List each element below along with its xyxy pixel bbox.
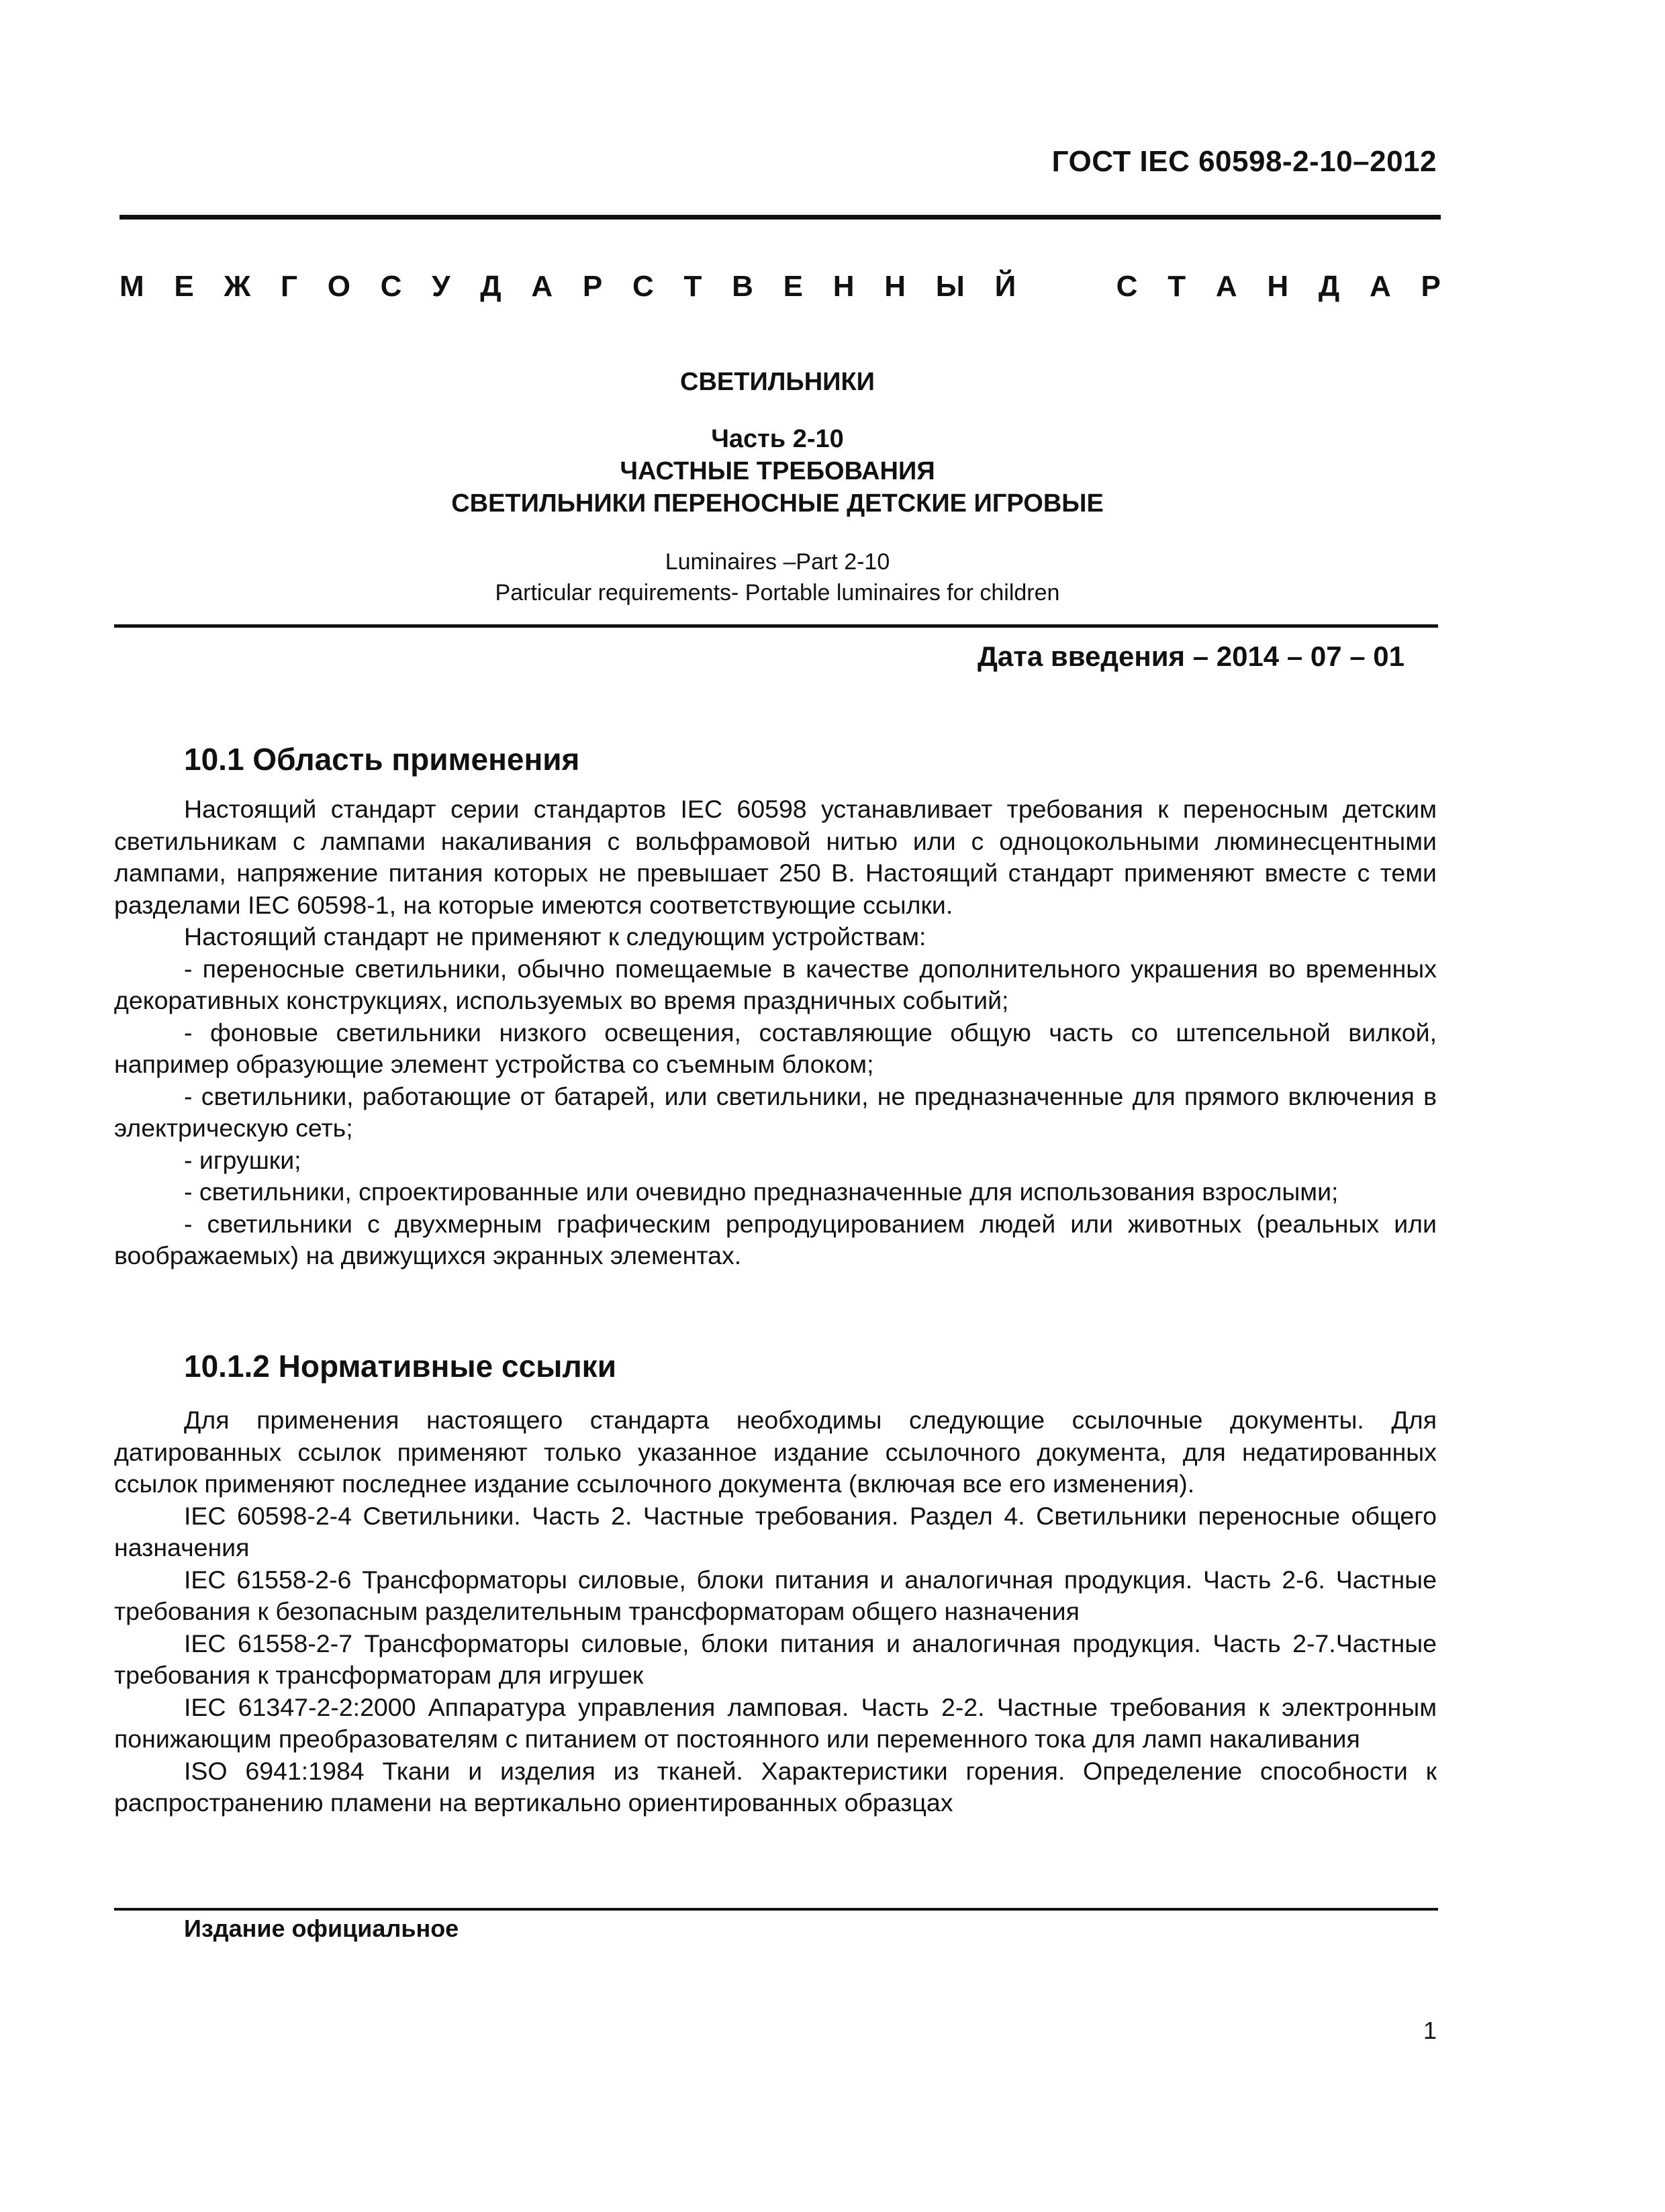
standard-type-letter: Ж — [224, 270, 251, 303]
standard-type-letter: М — [120, 270, 144, 303]
word-gap — [1046, 270, 1086, 303]
reference-item: IEC 61558-2-6 Трансформаторы силовые, блоки питания и аналогичная продукция. Часть 2-6. Частные требования к безопасным разделительным трансформаторам общего назначения — [114, 1565, 1437, 1625]
list-item: - фоновые светильники низкого освещения, составляющие общую часть со штепсельной вилкой, например образующие элемент устройства со съемным блоком; — [114, 1018, 1437, 1078]
section-body — [114, 794, 1437, 1272]
footer-rule — [114, 1908, 1438, 1911]
title-block — [120, 423, 1435, 520]
paragraph: Настоящий стандарт не применяют к следующим устройствам: — [184, 922, 926, 951]
reference-item: ISO 6941:1984 Ткани и изделия из тканей. Характеристики горения. Определение способности к распространению пламени на вертикально ориентированных образцах — [114, 1756, 1437, 1817]
paragraph: Настоящий стандарт серии стандартов IEC 60598 устанавливает требования к переносным детским светильникам с лампами накаливания с вольфрамовой нитью или с одноцокольными люминесцентными лампами, напряжение питания которых не превышает 250 В. Настоящий стандарт применяют вместе с теми разделами IEC 60598-1, на которые имеются соответствующие ссылки. — [114, 795, 1437, 919]
paragraph: Для применения настоящего стандарта необходимы следующие ссылочные документы. Для датированных ссылок применяют только указанное издание ссылочного документа, для недатированных ссылок применяют последнее издание ссылочного документа (включая все его изменения). — [114, 1406, 1437, 1498]
list-item: - светильники с двухмерным графическим репродуцированием людей или животных (реальных или воображаемых) на движущихся экранных элементах. — [114, 1209, 1437, 1269]
standard-type-letter: С — [1116, 270, 1138, 303]
english-title-line: Particular requirements- Portable luminaires for children — [495, 580, 1060, 606]
english-title-line: Luminaires –Part 2-10 — [665, 549, 890, 575]
standard-type-letter: А — [1369, 270, 1391, 303]
document-title: СВЕТИЛЬНИКИ — [680, 368, 875, 396]
section-body — [114, 1404, 1437, 1819]
official-edition-label: Издание официальное — [184, 1915, 459, 1942]
list-item: - переносные светильники, обычно помещаемые в качестве дополнительного украшения во временных декоративных конструкциях, используемых во время праздничных событий; — [114, 954, 1437, 1014]
reference-item: IEC 61347-2-2:2000 Аппаратура управления ламповая. Часть 2-2. Частные требования к электронным понижающим преобразователям с питанием от постоянного или переменного тока для ламп накаливания — [114, 1692, 1437, 1753]
section-heading: 10.1 Область применения — [184, 742, 580, 777]
standard-type-letter: С — [380, 270, 402, 303]
title-line: СВЕТИЛЬНИКИ ПЕРЕНОСНЫЕ ДЕТСКИЕ ИГРОВЫЕ — [451, 489, 1104, 518]
header-rule — [120, 215, 1441, 220]
english-title — [120, 546, 1435, 608]
standard-type-letter: Н — [884, 270, 906, 303]
page-number: 1 — [1423, 2017, 1437, 2044]
standard-type-letter: Н — [832, 270, 855, 303]
introduction-date: Дата введения – 2014 – 07 – 01 — [978, 640, 1405, 672]
standard-type-letter: А — [531, 270, 553, 303]
list-item: - игрушки; — [184, 1145, 301, 1174]
title-rule — [114, 624, 1438, 628]
standard-type-letter: Р — [1421, 270, 1441, 303]
standard-type-letter: Р — [582, 270, 603, 303]
title-part: Часть 2-10 — [711, 425, 844, 453]
standard-type-heading — [120, 270, 1441, 303]
standard-type-letter: Д — [480, 270, 502, 303]
standard-type-letter: С — [632, 270, 654, 303]
reference-item: IEC 60598-2-4 Светильники. Часть 2. Частные требования. Раздел 4. Светильники переносные общего назначения — [114, 1501, 1437, 1561]
title-line: ЧАСТНЫЕ ТРЕБОВАНИЯ — [620, 457, 935, 485]
standard-type-letter: А — [1215, 270, 1237, 303]
list-item: - светильники, работающие от батарей, или светильники, не предназначенные для прямого включения в электрическую сеть; — [114, 1081, 1437, 1142]
standard-type-letter: Т — [683, 270, 702, 303]
standard-type-letter: Н — [1267, 270, 1289, 303]
standard-type-letter: У — [432, 270, 450, 303]
standard-type-letter: Ы — [935, 270, 965, 303]
standard-type-letter: Й — [994, 270, 1016, 303]
standard-type-letter: Е — [783, 270, 803, 303]
standard-type-letter: В — [732, 270, 753, 303]
list-item: - светильники, спроектированные или очевидно предназначенные для использования взрослыми; — [184, 1177, 1339, 1206]
standard-type-letter: Т — [1168, 270, 1186, 303]
standard-type-letter: Д — [1318, 270, 1340, 303]
section-heading: 10.1.2 Нормативные ссылки — [184, 1349, 616, 1384]
standard-type-letter: Г — [281, 270, 297, 303]
document-code: ГОСТ IEC 60598-2-10–2012 — [1051, 145, 1437, 178]
standard-type-letter: О — [327, 270, 350, 303]
reference-item: IEC 61558-2-7 Трансформаторы силовые, блоки питания и аналогичная продукция. Часть 2-7.Частные требования к трансформаторам для игрушек — [114, 1629, 1437, 1689]
standard-type-letter: Е — [174, 270, 194, 303]
